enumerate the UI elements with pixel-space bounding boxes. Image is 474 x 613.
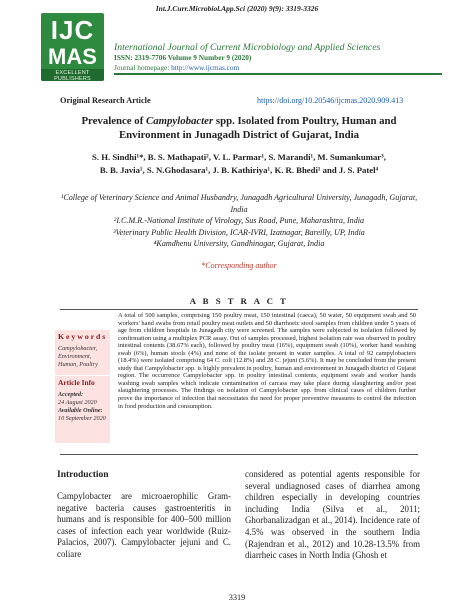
abstract-text: A total of 500 samples, comprising 150 poultry meat, 150 intestinal (caeca), 50 water, 50 equipment swab and 50 workers' hand swabs from retail poultry meat outlets and 50 diarrhoeic stool samples from children under 5 years of age from children hospitals in Junagadh city were screened. The samples were subjected to isolation followed by confirmation using a multiplex PCR assay. Out of samples processed, highest isolation rate was observed in poultry intestinal contents (38.67% each), followed by poultry meat (16%), equipment swab (10%), worker hand washing swab (6%), human stools (4%) and none of the isolate present in water samples. A total of 92 campylobacters (18.4%) were isolated comprising 64 C. coli (12.8%) and 28 C. jejuni (5.6%). It may be concluded from the present study that Campylobacter spp. is highly prevalent in poultry, human and environment in Junagadh district of Gujarat region. The occurrence Campylobacter spp. in poultry intestinal contents, equipment swab and worker hands washing swab samples which indicate contamination of carcass may take place during slaughtering and/or post slaughtering processes. The findings on isolation of Campylobacter spp. from clinical cases of children further prove the importance of infection that necessitates the need for proper preventive measures to control the infection in food production and consumption. (118, 312, 416, 410)
header-rule (114, 73, 442, 75)
journal-logo (41, 13, 104, 81)
title-part-1: Prevalence of (81, 115, 146, 127)
authors-line-1: S. H. Sindhi¹*, B. S. Mathapati², V. L. Parmar¹, S. Marandi¹, M. Sumankumar³, (92, 152, 386, 162)
journal-homepage (114, 63, 239, 72)
intro-column-right: considered as potential agents responsible for several undiagnosed cases of diarrhea among children especially in developing countries including India (Silva et al., 2011; Ghorbanalizadgan et al., 2014). Incidence rate of 4.5% was observed in the southern India (Rajendran et al., 2012) and 10.28-13.5% from diarrheic cases in North India (Ghosh et (245, 469, 420, 561)
corresponding-author: *Corresponding author (201, 261, 277, 270)
keywords-box (55, 330, 110, 375)
abstract-rule-top (60, 309, 418, 310)
accepted-date: 24 August 2020 (58, 399, 97, 406)
article-title (60, 115, 418, 142)
online-date: 10 September 2020 (58, 415, 106, 422)
logo-text-bottom: MAS (48, 44, 97, 69)
keywords-heading: K e y w o r d s (58, 332, 106, 341)
online-label: Available Online: (58, 407, 103, 414)
title-part-2: spp. Isolated from Poultry, Human and Environment in Junagadh District of Gujarat, India (118, 115, 397, 141)
homepage-link[interactable]: http://www.ijcmas.com (171, 63, 240, 72)
author-list (60, 151, 418, 177)
article-info-details (58, 391, 110, 423)
logo-band-text: EXCELLENT PUBLISHERS (54, 70, 91, 81)
running-header: Int.J.Curr.Microbiol.App.Sci (2020) 9(9): 3319-3326 (155, 4, 319, 13)
affiliation-2: ²I.C.M.R.-National Institute of Virology, Sus Road, Pune, Maharashtra, India (113, 216, 365, 225)
article-info-box (55, 376, 110, 443)
accepted-label: Accepted: (58, 391, 84, 398)
article-info-heading: Article Info (58, 378, 95, 387)
affiliation-1: ¹College of Veterinary Science and Animal Husbandry, Junagadh Agricultural University, Junagadh, Gujarat, India (60, 193, 418, 214)
introduction-heading: Introduction (57, 470, 109, 480)
page-number: 3319 (228, 593, 246, 602)
logo-text-top: IJC (50, 15, 95, 45)
keywords-list: Campylobacter, Environment, Human, Poultry (58, 345, 98, 368)
homepage-label: Journal homepage: (114, 63, 170, 72)
intro-column-left: Campylobacter are microaerophilic Gram-negative bacteria causes gastroenteritis in humans and is responsible for 400–500 million cases of infection each year worldwide (Ruiz-Palacios, 2007). Campylobacter jejuni and C. coliare (57, 491, 231, 559)
journal-issn: ISSN: 2319-7706 Volume 9 Number 9 (2020) (114, 53, 252, 62)
affiliations (60, 192, 418, 250)
title-genus: Campylobacter (146, 115, 214, 127)
affiliation-4: ⁴Kamdhenu University, Gandhinagar, Gujarat, India (153, 239, 325, 248)
doi-link[interactable]: https://doi.org/10.20546/ijcmas.2020.909.413 (257, 96, 404, 105)
abstract-rule-bottom (60, 454, 418, 455)
article-type: Original Research Article (60, 96, 151, 105)
authors-line-2: B. B. Javia¹, S. N.Ghodasara¹, J. B. Kathiriya¹, K. R. Bhedi¹ and J. S. Patel⁴ (99, 165, 379, 175)
journal-title: International Journal of Current Microbiology and Applied Sciences (114, 42, 381, 53)
affiliation-3: ³Veterinary Public Health Division, ICAR-IVRI, Izatnagar, Bareilly, UP, India (113, 227, 365, 237)
abstract-heading: A B S T R A C T (189, 296, 289, 306)
